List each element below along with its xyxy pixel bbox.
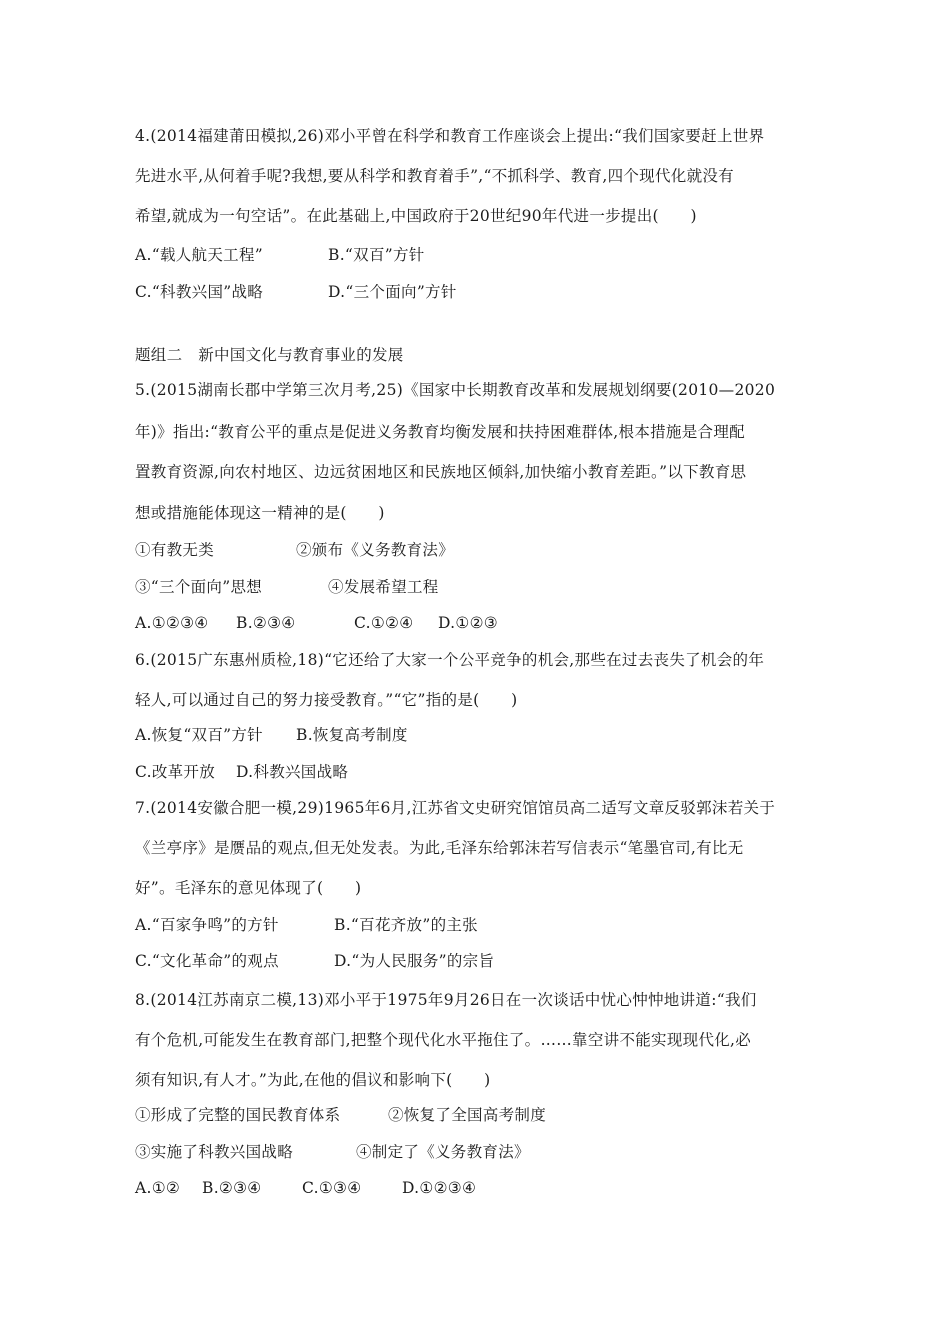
question-8-option-a: A.①② bbox=[135, 1179, 181, 1197]
question-4-stem-line-3: 希望,就成为一句空话”。在此基础上,中国政府于20世纪90年代进一步提出( ) bbox=[135, 207, 697, 225]
section-title: 题组二 新中国文化与教育事业的发展 bbox=[135, 346, 404, 364]
question-8-stem-line-1: 8.(2014江苏南京二模,13)邓小平于1975年9月26日在一次谈话中忧心忡忡地讲道:“我们 bbox=[135, 991, 757, 1009]
question-7-stem-line-3: 好”。毛泽东的意见体现了( ) bbox=[135, 879, 362, 897]
question-5-option-b: B.②③④ bbox=[236, 614, 296, 632]
question-5-option-a: A.①②③④ bbox=[135, 614, 209, 632]
question-6-option-a: A.恢复“双百”方针 bbox=[135, 726, 263, 744]
question-8-option-d: D.①②③④ bbox=[402, 1179, 477, 1197]
question-6-stem-line-1: 6.(2015广东惠州质检,18)“它还给了大家一个公平竞争的机会,那些在过去丧失了机会的年 bbox=[135, 651, 765, 669]
question-5-stem-line-4: 想或措施能体现这一精神的是( ) bbox=[135, 504, 385, 522]
question-5-item-2: ②颁布《义务教育法》 bbox=[296, 541, 455, 559]
question-8-item-3: ③实施了科教兴国战略 bbox=[135, 1143, 294, 1161]
question-5-option-d: D.①②③ bbox=[438, 614, 498, 632]
question-4-stem-line-1: 4.(2014福建莆田模拟,26)邓小平曾在科学和教育工作座谈会上提出:“我们国家要赶上世界 bbox=[135, 127, 765, 145]
question-8-stem-line-2: 有个危机,可能发生在教育部门,把整个现代化水平拖住了。……靠空讲不能实现现代化,必 bbox=[135, 1031, 752, 1049]
question-6-option-b: B.恢复高考制度 bbox=[296, 726, 408, 744]
question-4-option-b: B.“双百”方针 bbox=[328, 246, 425, 264]
question-6-stem-line-2: 轻人,可以通过自己的努力接受教育。”“它”指的是( ) bbox=[135, 691, 518, 709]
question-7-option-b: B.“百花齐放”的主张 bbox=[334, 916, 478, 934]
question-8-item-4: ④制定了《义务教育法》 bbox=[356, 1143, 530, 1161]
question-5-option-c: C.①②④ bbox=[354, 614, 414, 632]
question-5-stem-line-2: 年)》指出:“教育公平的重点是促进义务教育均衡发展和扶持困难群体,根本措施是合理配 bbox=[135, 423, 745, 441]
question-6-option-d: D.科教兴国战略 bbox=[236, 763, 349, 781]
question-7-stem-line-1: 7.(2014安徽合肥一模,29)1965年6月,江苏省文史研究馆馆员高二适写文章反驳郭沫若关于 bbox=[135, 799, 776, 817]
question-4-option-a: A.“载人航天工程” bbox=[135, 246, 263, 264]
question-5-item-1: ①有教无类 bbox=[135, 541, 215, 559]
question-8-item-1: ①形成了完整的国民教育体系 bbox=[135, 1106, 341, 1124]
question-7-option-a: A.“百家争鸣”的方针 bbox=[135, 916, 279, 934]
question-8-stem-line-3: 须有知识,有人才。”为此,在他的倡议和影响下( ) bbox=[135, 1071, 491, 1089]
question-4-option-d: D.“三个面向”方针 bbox=[328, 283, 457, 301]
question-4-option-c: C.“科教兴国”战略 bbox=[135, 283, 264, 301]
question-8-option-b: B.②③④ bbox=[202, 1179, 262, 1197]
question-7-option-c: C.“文化革命”的观点 bbox=[135, 952, 279, 970]
question-6-option-c: C.改革开放 bbox=[135, 763, 216, 781]
question-8-item-2: ②恢复了全国高考制度 bbox=[388, 1106, 547, 1124]
question-4-stem-line-2: 先进水平,从何着手呢?我想,要从科学和教育着手”,“不抓科学、教育,四个现代化就没有 bbox=[135, 167, 734, 185]
question-8-option-c: C.①③④ bbox=[302, 1179, 362, 1197]
question-7-stem-line-2: 《兰亭序》是赝品的观点,但无处发表。为此,毛泽东给郭沫若写信表示“笔墨官司,有比无 bbox=[135, 839, 744, 857]
question-5-stem-line-1: 5.(2015湖南长郡中学第三次月考,25)《国家中长期教育改革和发展规划纲要(2010—2020 bbox=[135, 381, 776, 399]
question-5-item-4: ④发展希望工程 bbox=[328, 578, 439, 596]
question-5-stem-line-3: 置教育资源,向农村地区、边远贫困地区和民族地区倾斜,加快缩小教育差距。”以下教育思 bbox=[135, 463, 747, 481]
question-7-option-d: D.“为人民服务”的宗旨 bbox=[334, 952, 495, 970]
question-5-item-3: ③“三个面向”思想 bbox=[135, 578, 263, 596]
